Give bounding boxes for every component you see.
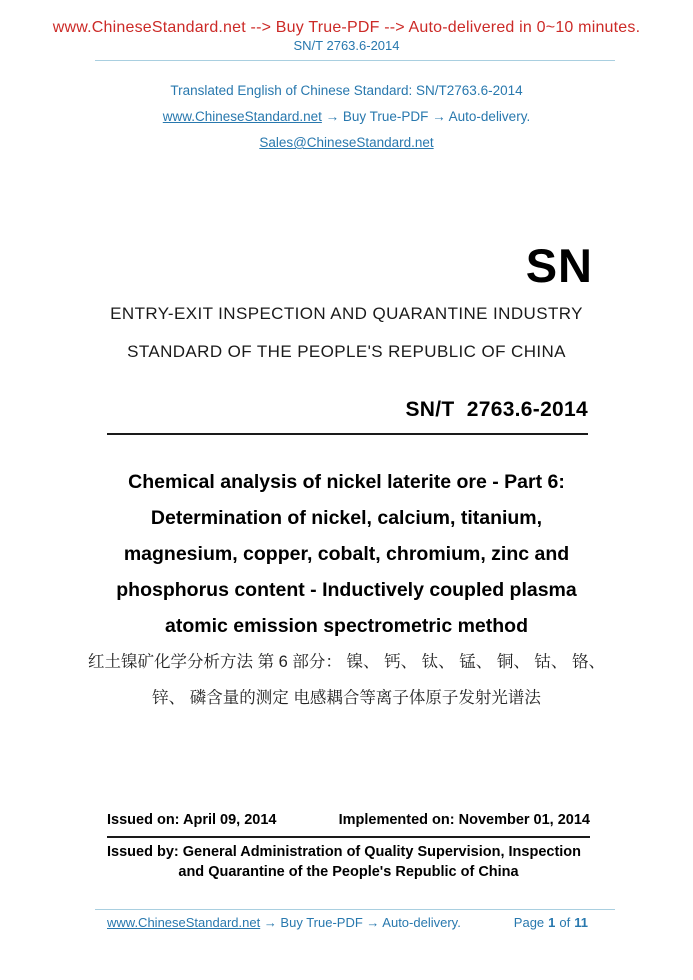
- title-divider: [107, 433, 588, 435]
- issued-by-line1: Issued by: General Administration of Quality Supervision, Inspection: [107, 844, 582, 860]
- issued-on-date: Issued on: April 09, 2014: [107, 812, 277, 828]
- issued-by-block: [107, 842, 590, 882]
- org-heading-line2: STANDARD OF THE PEOPLE'S REPUBLIC OF CHINA: [127, 342, 566, 361]
- footer-site-url-link[interactable]: www.ChineseStandard.net: [107, 915, 261, 930]
- header-standard-code: SN/T 2763.6-2014: [293, 38, 400, 53]
- implemented-on-date: Implemented on: November 01, 2014: [338, 812, 590, 828]
- translated-standard-line: Translated English of Chinese Standard: SN/T2763.6-2014: [170, 83, 523, 98]
- page-total: 11: [574, 915, 588, 930]
- title-en-line: phosphorus content - Inductively coupled plasma: [116, 579, 577, 601]
- page-label: Page: [513, 915, 545, 930]
- site-url-link[interactable]: www.ChineseStandard.net: [162, 109, 322, 124]
- page-of-label: of: [559, 915, 571, 930]
- standard-title-en: [50, 464, 643, 644]
- standard-number: SN/T 2763.6-2014: [405, 398, 588, 421]
- org-heading-line1: ENTRY-EXIT INSPECTION AND QUARANTINE INDUSTRY: [110, 304, 583, 323]
- sales-email-link[interactable]: Sales@ChineseStandard.net: [259, 135, 434, 150]
- top-banner-text: www.ChineseStandard.net --> Buy True-PDF --> Auto-delivered in 0~10 minutes.: [52, 19, 641, 36]
- title-cn-line: 红土镍矿化学分析方法 第 6 部分： 镍、 钙、 钛、 锰、 铜、 钴、 铬、: [87, 653, 606, 671]
- buy-pdf-tail: → Buy True-PDF → Auto-delivery.: [321, 109, 531, 124]
- title-cn-line: 锌、 磷含量的测定 电感耦合等离子体原子发射光谱法: [152, 689, 541, 707]
- footer-site-tail: → Buy True-PDF → Auto-delivery.: [260, 915, 461, 930]
- header-divider: [95, 60, 615, 61]
- title-en-line: magnesium, copper, cobalt, chromium, zinc and: [123, 543, 570, 565]
- standard-title-cn: [50, 644, 643, 716]
- title-en-line: atomic emission spectrometric method: [164, 615, 529, 637]
- title-en-line: Chemical analysis of nickel laterite ore - Part 6:: [128, 471, 565, 493]
- sales-email-line: [0, 135, 693, 150]
- footer-site-line: [107, 915, 461, 930]
- page-indicator: [510, 915, 588, 930]
- title-en-line: Determination of nickel, calcium, titanium,: [150, 507, 543, 529]
- page-current: 1: [548, 915, 556, 930]
- issuance-dates-row: [107, 812, 590, 828]
- footer-divider: [95, 909, 615, 910]
- sn-logo: SN: [525, 239, 593, 292]
- issued-by-line2: and Quarantine of the People's Republic of China: [178, 864, 519, 880]
- issuance-divider: [107, 836, 590, 838]
- footer: [107, 915, 588, 930]
- buy-pdf-line: [0, 109, 693, 124]
